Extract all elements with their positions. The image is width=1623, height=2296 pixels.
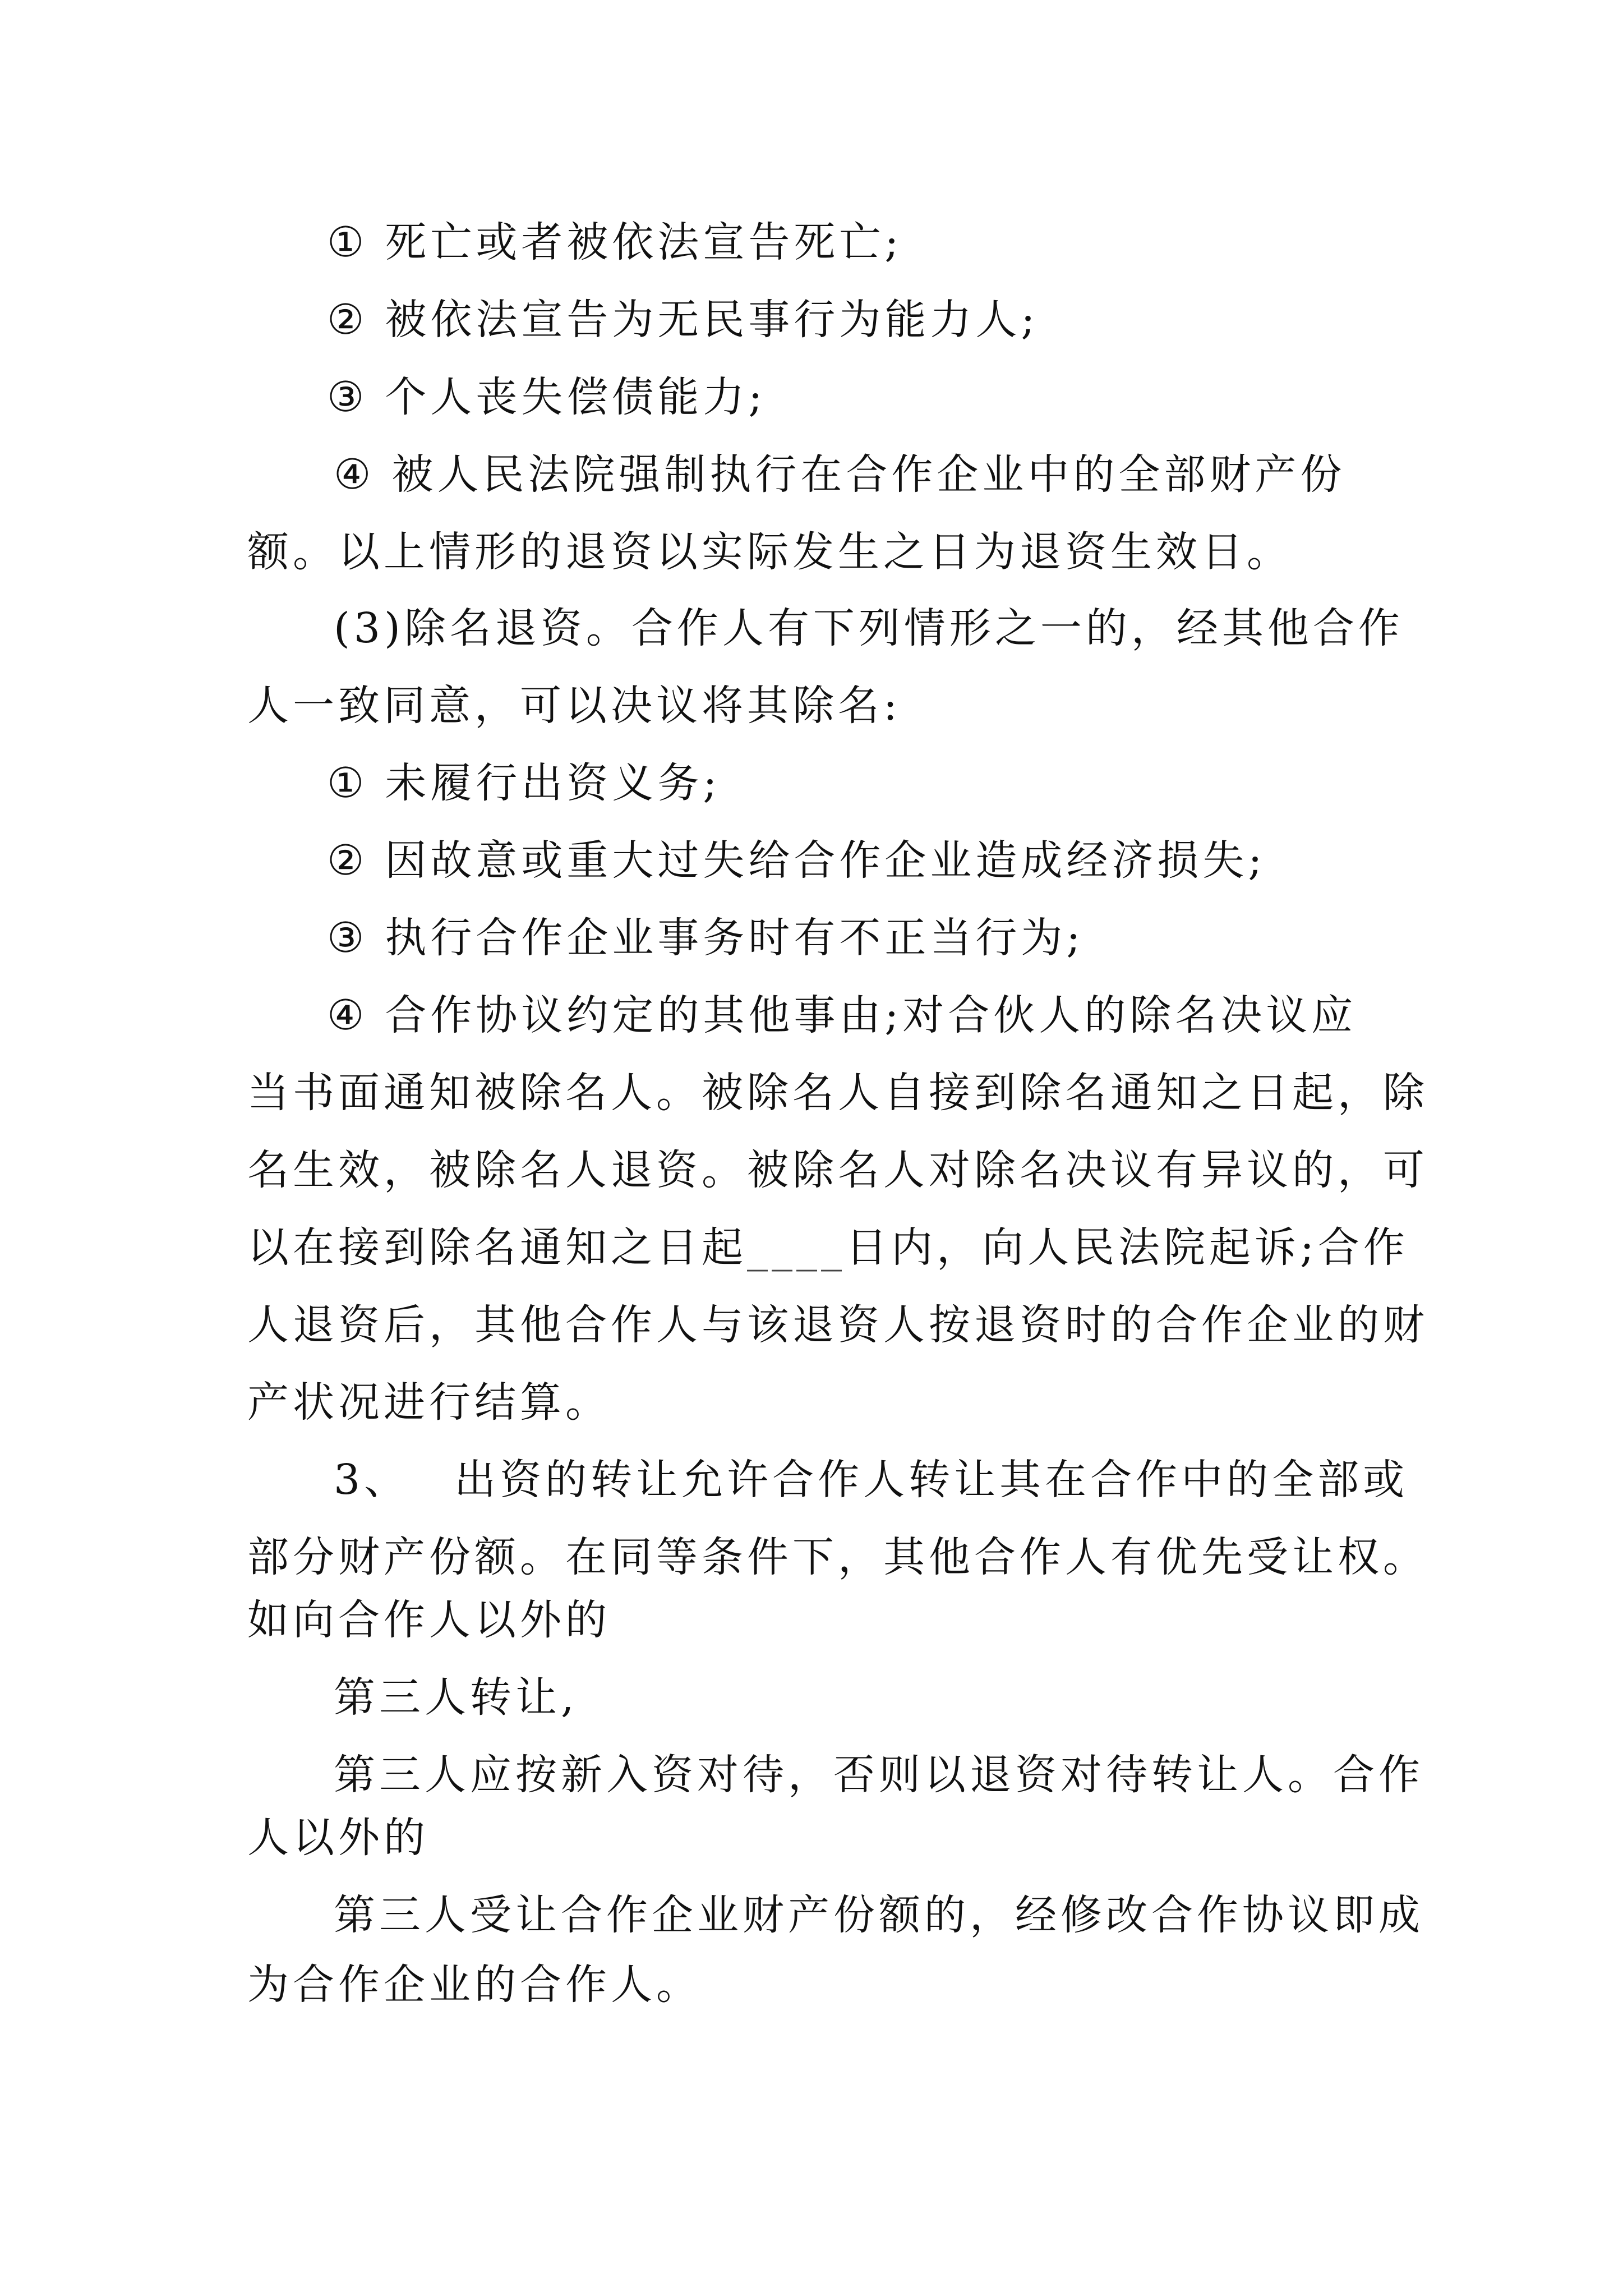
- text-line: 当书面通知被除名人。被除名人自接到除名通知之日起，除: [247, 1069, 1428, 1117]
- list-item: [327, 911, 1084, 965]
- item-text: 合作协议约定的其他事由;对合伙人的除名决议应: [385, 991, 1357, 1039]
- item-marker: ②: [327, 836, 368, 885]
- text-line: 第三人转让,: [334, 1673, 578, 1722]
- list-item: [334, 448, 1345, 501]
- list-item: [327, 370, 766, 424]
- list-item: [327, 834, 1266, 887]
- text-line: 人以外的: [247, 1814, 429, 1862]
- text-line: 第三人受让合作企业财产份额的，经修改合作协议即成: [334, 1891, 1424, 1939]
- item-marker: ②: [327, 296, 368, 344]
- item-marker: ③: [327, 373, 368, 421]
- text-before-blank: 以在接到除名通知之日起: [247, 1223, 747, 1272]
- item-text: 死亡或者被依法宣告死亡;: [385, 218, 903, 266]
- item-marker: ③: [327, 914, 368, 962]
- item-marker: ④: [334, 450, 375, 499]
- item-marker: ①: [327, 218, 368, 266]
- paragraph-start: (3)除名退资。合作人有下列情形之一的，经其他合作: [334, 604, 1404, 652]
- text-line: 人退资后，其他合作人与该退资人按退资时的合作企业的财: [247, 1301, 1428, 1349]
- text-line: 为合作企业的合作人。: [247, 1961, 702, 2009]
- text-line: 人一致同意，可以决议将其除名:: [247, 682, 901, 730]
- text-line: 第三人应按新入资对待，否则以退资对待转让人。合作: [334, 1751, 1424, 1799]
- section-heading: [334, 1453, 1408, 1507]
- list-item: [327, 756, 721, 810]
- item-text: 因故意或重大过失给合作企业造成经济损失;: [385, 836, 1266, 885]
- item-text: 被依法宣告为无民事行为能力人;: [385, 296, 1039, 344]
- item-text: 被人民法院强制执行在合作企业中的全部财产份: [391, 450, 1346, 499]
- item-marker: ④: [327, 991, 368, 1039]
- text-line: 部分财产份额。在同等条件下，其他合作人有优先受让权。: [247, 1533, 1428, 1581]
- item-marker: ①: [327, 759, 368, 807]
- text-line: 如向合作人以外的: [247, 1596, 611, 1644]
- section-number: 3、: [334, 1456, 410, 1504]
- text-line: 产状况进行结算。: [247, 1378, 611, 1427]
- list-item: [327, 215, 902, 269]
- text-line: [247, 1221, 1409, 1274]
- item-text: 个人丧失偿债能力;: [385, 373, 767, 421]
- section-text: 出资的转让允许合作人转让其在合作中的全部或: [454, 1456, 1409, 1504]
- item-text: 未履行出资义务;: [385, 759, 721, 807]
- text-line: 名生效，被除名人退资。被除名人对除名决议有异议的，可: [247, 1146, 1428, 1194]
- text-line: 额。以上情形的退资以实际发生之日为退资生效日。: [247, 528, 1292, 576]
- list-item: [327, 988, 1357, 1042]
- fill-in-blank: ____: [747, 1223, 846, 1272]
- item-text: 执行合作企业事务时有不正当行为;: [385, 914, 1085, 962]
- text-after-blank: 日内，向人民法院起诉;合作: [846, 1223, 1409, 1272]
- list-item: [327, 293, 1039, 347]
